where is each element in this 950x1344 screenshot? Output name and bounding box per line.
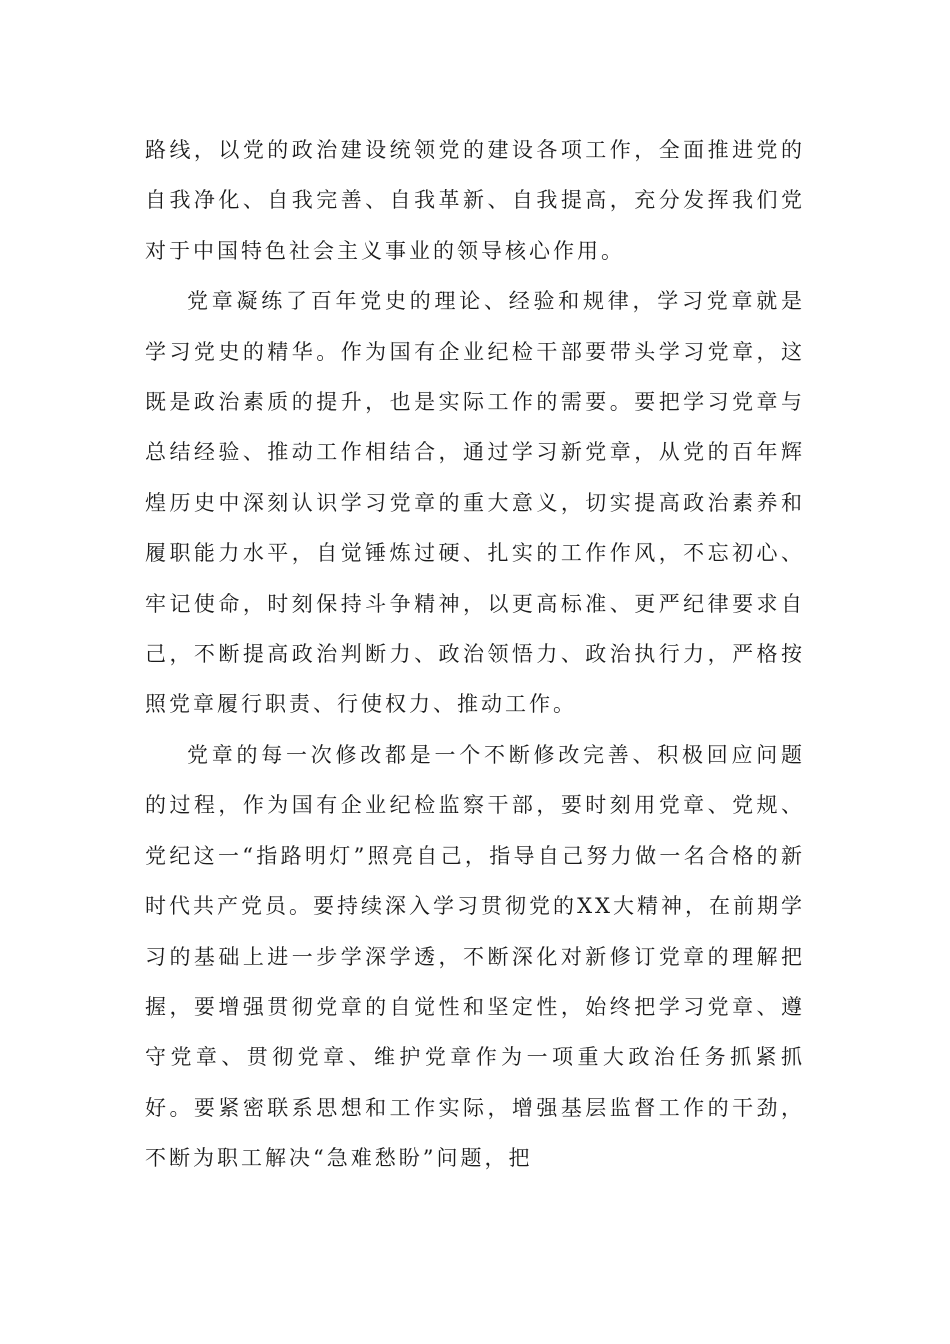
paragraph-1: 路线，以党的政治建设统领党的建设各项工作，全面推进党的自我净化、自我完善、自我革新、自我提高，充分发挥我们党对于中国特色社会主义事业的领导核心作用。: [145, 138, 805, 263]
paragraph-3: 党章的每一次修改都是一个不断修改完善、积极回应问题的过程，作为国有企业纪检监察干部，要时刻用党章、党规、党纪这一“指路明灯”照亮自己，指导自己努力做一名合格的新时代共产党员。要持续深入学习贯彻党的XX大精神，在前期学习的基础上进一步学深学透，不断深化对新修订党章的理解把握，要增强贯彻党章的自觉性和坚定性，始终把学习党章、遵守党章、贯彻党章、维护党章作为一项重大政治任务抓紧抓好。要紧密联系思想和工作实际，增强基层监督工作的干劲，不断为职工解决“急难愁盼”问题，把: [145, 742, 805, 1171]
paragraph-2: 党章凝练了百年党史的理论、经验和规律，学习党章就是学习党史的精华。作为国有企业纪检干部要带头学习党章，这既是政治素质的提升，也是实际工作的需要。要把学习党章与总结经验、推动工作相结合，通过学习新党章，从党的百年辉煌历史中深刻认识学习党章的重大意义，切实提高政治素养和履职能力水平，自觉锤炼过硬、扎实的工作作风，不忘初心、牢记使命，时刻保持斗争精神，以更高标准、更严纪律要求自己，不断提高政治判断力、政治领悟力、政治执行力，严格按照党章履行职责、行使权力、推动工作。: [145, 289, 805, 717]
document-body: [145, 125, 805, 1184]
